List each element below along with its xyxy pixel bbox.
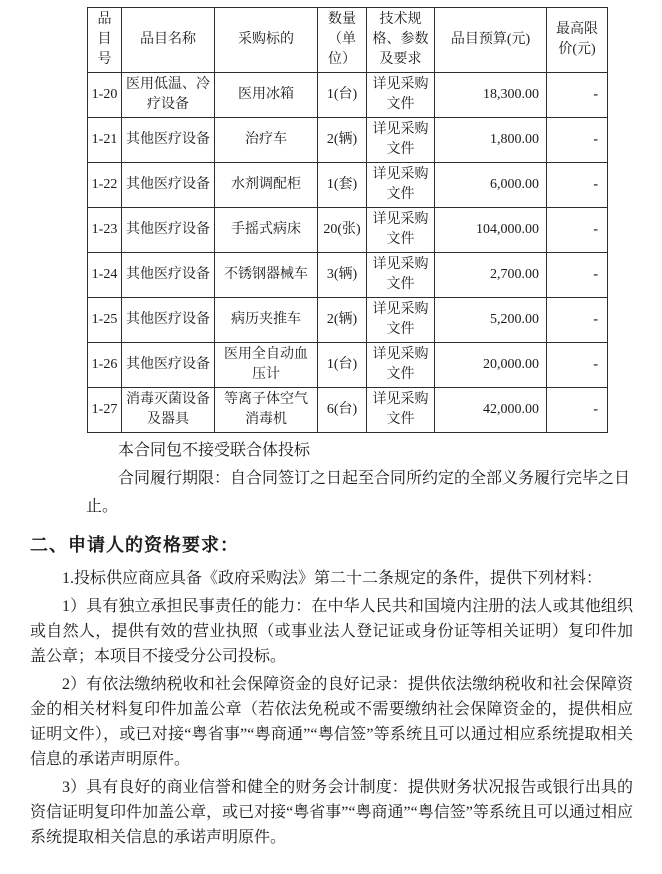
- cell-target: 医用全自动血压计: [215, 343, 318, 388]
- cell-max-price: -: [547, 163, 608, 208]
- cell-item-no: 1-23: [88, 208, 122, 253]
- cell-spec: 详见采购文件: [367, 73, 435, 118]
- cell-target: 病历夹推车: [215, 298, 318, 343]
- cell-target: 水剂调配柜: [215, 163, 318, 208]
- cell-item-no: 1-24: [88, 253, 122, 298]
- cell-spec: 详见采购文件: [367, 343, 435, 388]
- cell-qty: 1(套): [318, 163, 367, 208]
- cell-spec: 详见采购文件: [367, 298, 435, 343]
- qualification-item: 1）具有独立承担民事责任的能力：在中华人民共和国境内注册的法人或其他组织或自然人，提供有效的营业执照（或事业法人登记证或身份证等相关证明）复印件加盖公章；本项目不接受分公司投标。: [30, 598, 633, 665]
- cell-budget: 5,200.00: [435, 298, 547, 343]
- cell-spec: 详见采购文件: [367, 253, 435, 298]
- cell-qty: 2(辆): [318, 298, 367, 343]
- cell-budget: 2,700.00: [435, 253, 547, 298]
- header-item-name: 品目名称: [122, 8, 215, 73]
- header-item-no: 品目号: [88, 8, 122, 73]
- qualification-item: 3）具有良好的商业信誉和健全的财务会计制度：提供财务状况报告或银行出具的资信证明复印件加盖公章，或已对接“粤省事”“粤商通”“粤信签”等系统且可以通过相应系统提取相关信息的承诺声明原件。: [30, 779, 633, 846]
- cell-spec: 详见采购文件: [367, 118, 435, 163]
- cell-item-name: 其他医疗设备: [122, 298, 215, 343]
- cell-item-name: 其他医疗设备: [122, 118, 215, 163]
- cell-target: 治疗车: [215, 118, 318, 163]
- cell-qty: 1(台): [318, 343, 367, 388]
- cell-budget: 20,000.00: [435, 343, 547, 388]
- cell-qty: 20(张): [318, 208, 367, 253]
- qualification-item: 2）有依法缴纳税收和社会保障资金的良好记录：提供依法缴纳税收和社会保障资金的相关材料复印件加盖公章（若依法免税或不需要缴纳社会保障资金的，提供相应证明文件），或已对接“粤省事”“粤商通”“粤信签”等系统且可以通过相应系统提取相关信息的承诺声明原件。: [30, 676, 633, 768]
- cell-max-price: -: [547, 118, 608, 163]
- cell-item-no: 1-25: [88, 298, 122, 343]
- cell-target: 等离子体空气消毒机: [215, 388, 318, 433]
- header-spec: 技术规格、参数及要求: [367, 8, 435, 73]
- cell-max-price: -: [547, 388, 608, 433]
- cell-max-price: -: [547, 253, 608, 298]
- cell-qty: 1(台): [318, 73, 367, 118]
- cell-item-name: 其他医疗设备: [122, 208, 215, 253]
- cell-max-price: -: [547, 343, 608, 388]
- table-row: [88, 208, 608, 253]
- cell-item-name: 医用低温、冷疗设备: [122, 73, 215, 118]
- table-row: [88, 118, 608, 163]
- table-row: [88, 343, 608, 388]
- header-target: 采购标的: [215, 8, 318, 73]
- table-row: [88, 253, 608, 298]
- contract-notes: [86, 437, 633, 521]
- cell-item-name: 其他医疗设备: [122, 163, 215, 208]
- table-row: [88, 298, 608, 343]
- table-row: [88, 388, 608, 433]
- cell-spec: 详见采购文件: [367, 163, 435, 208]
- cell-budget: 42,000.00: [435, 388, 547, 433]
- section2-body: [30, 566, 633, 853]
- cell-budget: 1,800.00: [435, 118, 547, 163]
- table-row: [88, 73, 608, 118]
- cell-item-no: 1-22: [88, 163, 122, 208]
- cell-item-no: 1-26: [88, 343, 122, 388]
- table-header-row: [88, 8, 608, 73]
- procurement-items-table: [87, 7, 608, 433]
- cell-max-price: -: [547, 298, 608, 343]
- cell-target: 医用冰箱: [215, 73, 318, 118]
- cell-item-no: 1-20: [88, 73, 122, 118]
- header-max-price: 最高限价(元): [547, 8, 608, 73]
- section2-intro: 1.投标供应商应具备《政府采购法》第二十二条规定的条件，提供下列材料：: [62, 570, 603, 587]
- cell-max-price: -: [547, 73, 608, 118]
- table-row: [88, 163, 608, 208]
- header-budget: 品目预算(元): [435, 8, 547, 73]
- cell-budget: 6,000.00: [435, 163, 547, 208]
- cell-item-no: 1-27: [88, 388, 122, 433]
- cell-target: 不锈钢器械车: [215, 253, 318, 298]
- cell-max-price: -: [547, 208, 608, 253]
- cell-spec: 详见采购文件: [367, 388, 435, 433]
- cell-spec: 详见采购文件: [367, 208, 435, 253]
- performance-period-note: 合同履行期限：自合同签订之日起至合同所约定的全部义务履行完毕之日止。: [86, 470, 631, 515]
- cell-target: 手摇式病床: [215, 208, 318, 253]
- cell-budget: 104,000.00: [435, 208, 547, 253]
- cell-item-name: 其他医疗设备: [122, 253, 215, 298]
- section2-heading: 二、申请人的资格要求：: [30, 535, 239, 555]
- cell-item-name: 消毒灭菌设备及器具: [122, 388, 215, 433]
- cell-budget: 18,300.00: [435, 73, 547, 118]
- cell-item-name: 其他医疗设备: [122, 343, 215, 388]
- header-qty: 数量（单位）: [318, 8, 367, 73]
- cell-qty: 2(辆): [318, 118, 367, 163]
- cell-qty: 3(辆): [318, 253, 367, 298]
- no-consortium-note: 本合同包不接受联合体投标: [118, 442, 311, 459]
- cell-qty: 6(台): [318, 388, 367, 433]
- cell-item-no: 1-21: [88, 118, 122, 163]
